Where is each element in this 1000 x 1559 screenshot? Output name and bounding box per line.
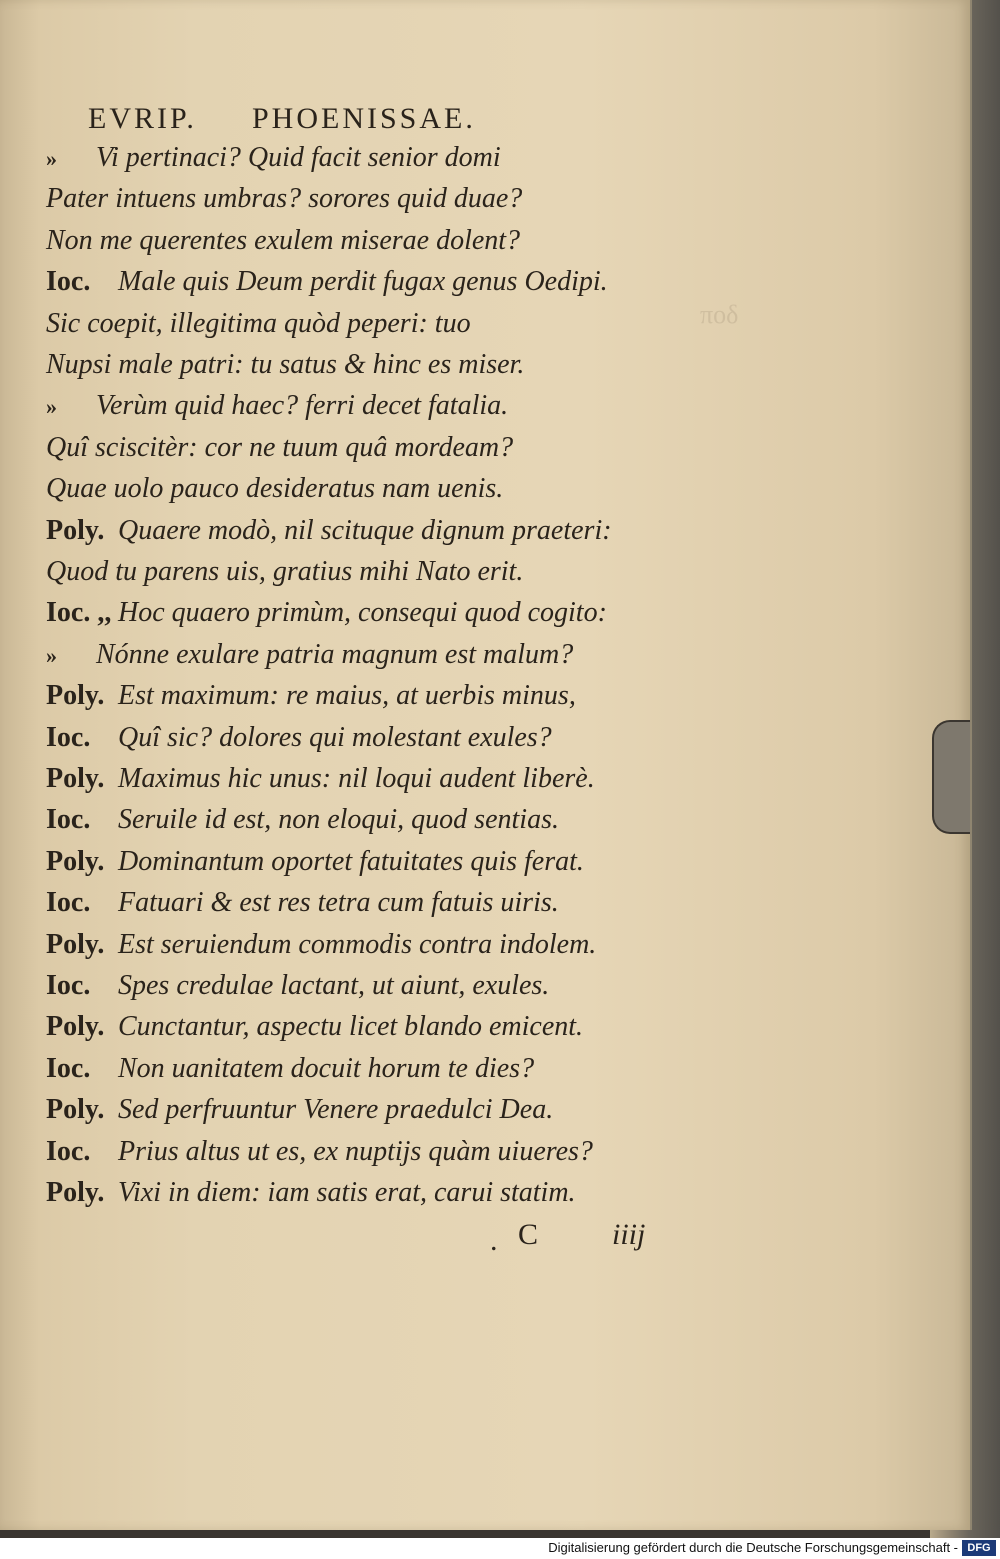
header-author: EVRIP.: [88, 102, 197, 135]
speaker-label: Ioc.: [46, 887, 91, 919]
show-through: ποδ: [700, 300, 739, 329]
verse-line: [0, 473, 930, 513]
verse-text: Est maximum: re maius, at uerbis minus,: [118, 680, 576, 712]
verse-line: [0, 1053, 930, 1093]
verse-text: Quod tu parens uis, gratius mihi Nato erit.: [46, 556, 524, 587]
speaker-label: Ioc. ,,: [46, 597, 112, 629]
verse-text: Non uanitatem docuit horum te dies?: [118, 1052, 535, 1084]
speaker-label: Ioc.: [46, 1052, 91, 1084]
speaker-label: Poly.: [46, 845, 105, 877]
footer-credit: Digitalisierung gefördert durch die Deutsche Forschungsgemeinschaft -: [548, 1540, 958, 1555]
verse-text: Male quis Deum perdit fugax genus Oedipi.: [118, 266, 608, 298]
verse-line: [0, 142, 930, 182]
speaker-label: Poly.: [46, 680, 105, 712]
page-tab-marker: [932, 720, 970, 834]
verse-text: Sed perfruuntur Venere praedulci Dea.: [118, 1094, 554, 1126]
verse-text: Verùm quid haec? ferri decet fatalia.: [96, 390, 509, 422]
verse-text: Dominantum oportet fatuitates quis ferat.: [118, 845, 584, 877]
verse-line: [0, 349, 930, 389]
verse-line: [0, 183, 930, 223]
verse-text: Vixi in diem: iam satis erat, carui statim.: [118, 1177, 576, 1208]
speaker-label: Poly.: [46, 1094, 105, 1126]
verse-line: [0, 929, 930, 969]
verse-line: [0, 390, 930, 430]
verse-line: [0, 597, 930, 637]
speaker-label: Ioc.: [46, 970, 91, 1001]
speaker-label: Poly.: [46, 514, 105, 546]
speaker-label: Poly.: [46, 1177, 105, 1208]
verse-line: [0, 1136, 930, 1176]
verse-line: [0, 722, 930, 762]
signature-mark: [0, 1218, 930, 1258]
verse-line: [0, 556, 930, 596]
verse-line: [0, 432, 930, 472]
verse-line: [0, 970, 930, 1010]
verse-text: Quî sciscitèr: cor ne tuum quâ mordeam?: [46, 431, 514, 463]
verse-line: [0, 763, 930, 803]
verse-text: Fatuari & est res tetra cum fatuis uiris.: [118, 887, 559, 919]
verse-text: Quaere modò, nil scituque dignum praeteri:: [118, 514, 612, 546]
verse-line: [0, 680, 930, 720]
verse-text: Est seruiendum commodis contra indolem.: [118, 928, 597, 960]
quotation-mark: »: [46, 394, 57, 420]
verse-text: Vi pertinaci? Quid facit senior domi: [96, 142, 501, 173]
verse-text: Nupsi male patri: tu satus & hinc es miser.: [46, 349, 525, 380]
verse-text: Maximus hic unus: nil loqui audent liberè.: [118, 763, 595, 794]
verse-text: Quî sic? dolores qui molestant exules?: [118, 721, 552, 753]
verse-text: Cunctantur, aspectu licet blando emicent.: [118, 1011, 584, 1043]
verse-line: [0, 515, 930, 555]
verse-text: Sic coepit, illegitima quòd peperi: tuo: [46, 307, 471, 339]
verse-line: [0, 266, 930, 306]
footer-bar: [0, 1538, 1000, 1559]
speaker-label: Ioc.: [46, 266, 91, 298]
quotation-mark: »: [46, 146, 57, 171]
dfg-logo: DFG: [962, 1540, 996, 1556]
verse-line: [0, 1011, 930, 1051]
speaker-label: Ioc.: [46, 804, 91, 836]
signature-dot: .: [490, 1224, 498, 1257]
verse-line: [0, 308, 930, 348]
verse-text: Nónne exulare patria magnum est malum?: [96, 638, 574, 670]
signature-number: iiij: [612, 1218, 646, 1251]
verse-line: [0, 639, 930, 679]
verse-line: [0, 1094, 930, 1134]
verse-line: [0, 804, 930, 844]
verse-text: Spes credulae lactant, ut aiunt, exules.: [118, 970, 550, 1001]
verse-line: [0, 225, 930, 265]
verse-line: [0, 1177, 930, 1217]
verse-text: Pater intuens umbras? sorores quid duae?: [46, 183, 523, 215]
signature-letter: C: [518, 1218, 539, 1251]
speaker-label: Poly.: [46, 1011, 105, 1043]
speaker-label: Ioc.: [46, 1135, 91, 1167]
speaker-label: Ioc.: [46, 721, 91, 753]
quotation-mark: »: [46, 642, 57, 668]
verse-text: Hoc quaero primùm, consequi quod cogito:: [118, 597, 607, 629]
verse-line: [0, 887, 930, 927]
verse-text: Quae uolo pauco desideratus nam uenis.: [46, 473, 504, 505]
verse-text: Non me querentes exulem miserae dolent?: [46, 224, 521, 256]
header-title: PHOENISSAE.: [252, 102, 476, 135]
verse-text: Prius altus ut es, ex nuptijs quàm uiueres?: [118, 1135, 593, 1167]
verse-line: [0, 846, 930, 886]
speaker-label: Poly.: [46, 928, 105, 960]
speaker-label: Poly.: [46, 763, 105, 794]
verse-text: Seruile id est, non eloqui, quod sentias.: [118, 804, 559, 836]
